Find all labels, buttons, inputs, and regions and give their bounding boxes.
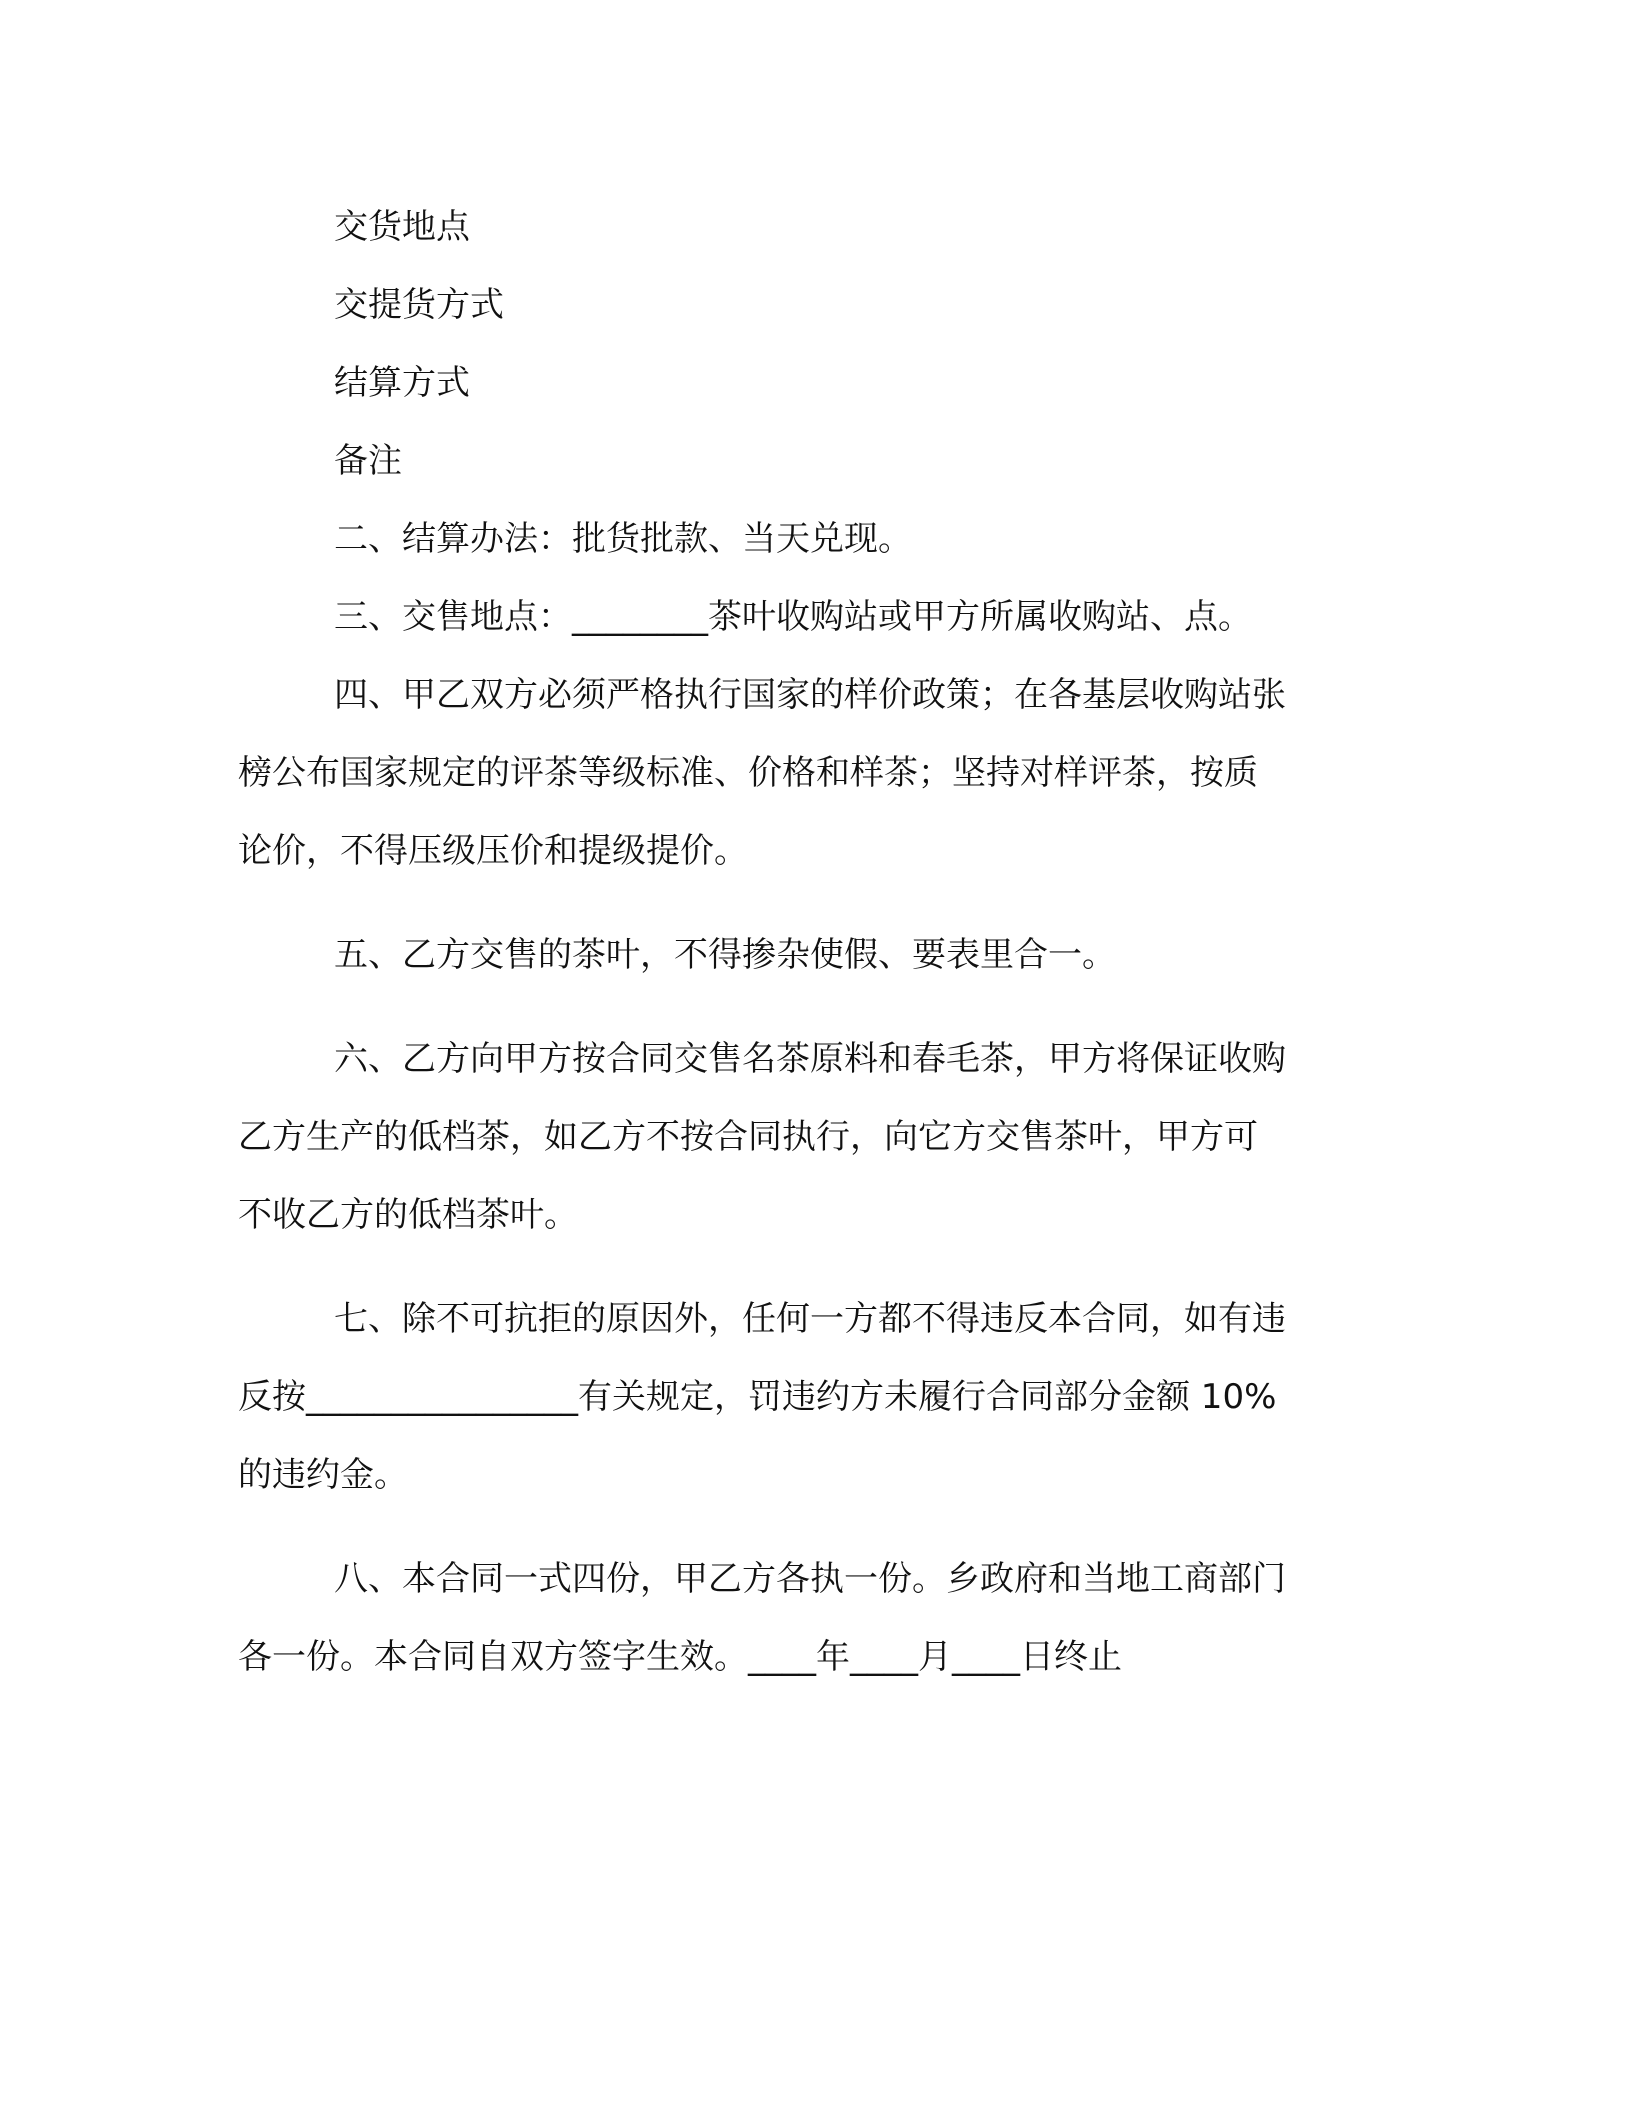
clause-4 xyxy=(238,656,1398,890)
clause-4-line-3: 论价，不得压级压价和提级提价。 xyxy=(238,831,748,871)
clause-8-line-1: 八、本合同一式四份，甲乙方各执一份。乡政府和当地工商部门 xyxy=(334,1559,1286,1599)
clause-2: 二、结算办法：批货批款、当天兑现。 xyxy=(334,519,912,559)
clause-3: 三、交售地点：________茶叶收购站或甲方所属收购站、点。 xyxy=(334,597,1252,637)
clause-4-line-1: 四、甲乙双方必须严格执行国家的样价政策；在各基层收购站张 xyxy=(334,675,1286,715)
clause-4-line-2: 榜公布国家规定的评茶等级标准、价格和样茶；坚持对样评茶，按质 xyxy=(238,753,1258,793)
field-delivery-location: 交货地点 xyxy=(334,207,470,247)
clause-6-line-1: 六、乙方向甲方按合同交售名茶原料和春毛茶，甲方将保证收购 xyxy=(334,1039,1286,1079)
clause-5: 五、乙方交售的茶叶，不得掺杂使假、要表里合一。 xyxy=(334,935,1116,975)
clause-8 xyxy=(238,1540,1398,1696)
clause-8-line-2: 各一份。本合同自双方签字生效。____年____月____日终止 xyxy=(238,1637,1122,1677)
field-settlement-method: 结算方式 xyxy=(334,363,470,403)
clause-6-line-3: 不收乙方的低档茶叶。 xyxy=(238,1195,578,1235)
clause-6-line-2: 乙方生产的低档茶，如乙方不按合同执行，向它方交售茶叶，甲方可 xyxy=(238,1117,1258,1157)
contract-body xyxy=(238,188,1398,1696)
field-delivery-method: 交提货方式 xyxy=(334,285,504,325)
clause-7 xyxy=(238,1280,1398,1514)
clause-6 xyxy=(238,1020,1398,1254)
clause-7-line-3: 的违约金。 xyxy=(238,1455,408,1495)
field-remarks: 备注 xyxy=(334,441,402,481)
clause-7-line-2: 反按________________有关规定，罚违约方未履行合同部分金额 10% xyxy=(238,1377,1277,1417)
clause-7-line-1: 七、除不可抗拒的原因外，任何一方都不得违反本合同，如有违 xyxy=(334,1299,1286,1339)
